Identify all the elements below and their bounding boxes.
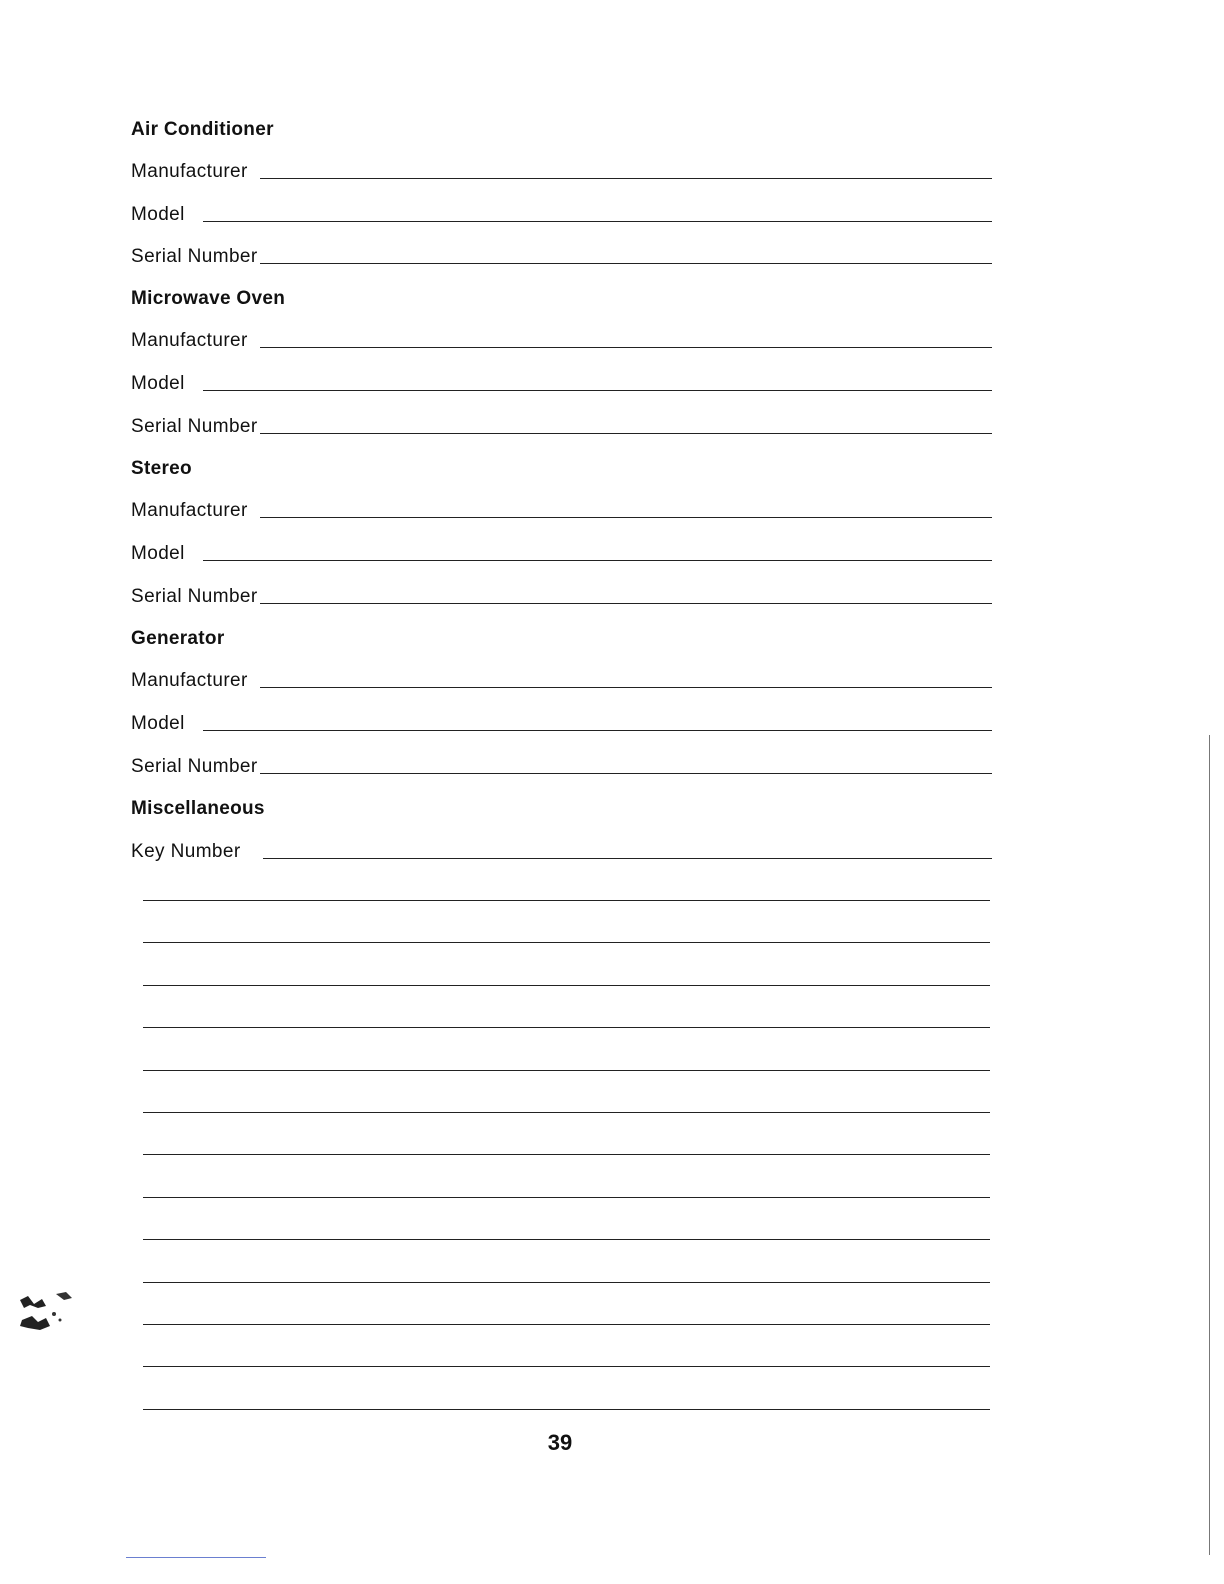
- section-heading-generator: Generator: [131, 628, 225, 649]
- generator-serial-number-field[interactable]: [131, 755, 992, 779]
- generator-model-field[interactable]: [131, 712, 992, 736]
- notes-line[interactable]: [143, 1154, 990, 1155]
- microwave-oven-serial-number-field[interactable]: [131, 415, 992, 439]
- microwave-oven-model-field[interactable]: [131, 372, 992, 396]
- notes-line[interactable]: [143, 1324, 990, 1325]
- page-number: 39: [547, 1430, 573, 1455]
- write-in-line[interactable]: [203, 390, 992, 391]
- notes-line[interactable]: [143, 1112, 990, 1113]
- scan-smudge-mark: [16, 1290, 76, 1338]
- section-heading-miscellaneous: Miscellaneous: [131, 798, 265, 819]
- stereo-manufacturer-field[interactable]: [131, 499, 992, 523]
- notes-line[interactable]: [143, 1070, 990, 1071]
- notes-line[interactable]: [143, 985, 990, 986]
- write-in-line[interactable]: [260, 347, 992, 348]
- write-in-line[interactable]: [263, 858, 992, 859]
- scan-edge-rule: [126, 1557, 266, 1558]
- key-number-field[interactable]: [131, 840, 992, 864]
- write-in-line[interactable]: [260, 517, 992, 518]
- notes-line[interactable]: [143, 1366, 990, 1367]
- section-heading-microwave-oven: Microwave Oven: [131, 288, 286, 309]
- notes-line[interactable]: [143, 1027, 990, 1028]
- write-in-line[interactable]: [260, 263, 992, 264]
- notes-line[interactable]: [143, 1282, 990, 1283]
- write-in-line[interactable]: [260, 433, 992, 434]
- field-label: Serial Number: [131, 586, 258, 607]
- air-conditioner-serial-number-field[interactable]: [131, 245, 992, 269]
- microwave-oven-manufacturer-field[interactable]: [131, 329, 992, 353]
- field-label: Model: [131, 204, 185, 225]
- field-label: Model: [131, 373, 185, 394]
- field-label: Model: [131, 713, 185, 734]
- field-label: Key Number: [131, 841, 241, 862]
- write-in-line[interactable]: [260, 773, 992, 774]
- field-label: Manufacturer: [131, 161, 248, 182]
- write-in-line[interactable]: [203, 560, 992, 561]
- write-in-line[interactable]: [203, 730, 992, 731]
- section-heading-air-conditioner: Air Conditioner: [131, 119, 274, 140]
- field-label: Serial Number: [131, 246, 258, 267]
- generator-manufacturer-field[interactable]: [131, 669, 992, 693]
- field-label: Manufacturer: [131, 670, 248, 691]
- field-label: Manufacturer: [131, 500, 248, 521]
- notes-line[interactable]: [143, 942, 990, 943]
- notes-line[interactable]: [143, 900, 990, 901]
- air-conditioner-manufacturer-field[interactable]: [131, 160, 992, 184]
- write-in-line[interactable]: [203, 221, 992, 222]
- write-in-line[interactable]: [260, 178, 992, 179]
- stereo-model-field[interactable]: [131, 542, 992, 566]
- air-conditioner-model-field[interactable]: [131, 203, 992, 227]
- write-in-line[interactable]: [260, 603, 992, 604]
- notes-line[interactable]: [143, 1197, 990, 1198]
- scan-page-edge: [1209, 735, 1210, 1555]
- section-heading-stereo: Stereo: [131, 458, 192, 479]
- field-label: Serial Number: [131, 756, 258, 777]
- notes-line[interactable]: [143, 1239, 990, 1240]
- field-label: Manufacturer: [131, 330, 248, 351]
- notes-line[interactable]: [143, 1409, 990, 1410]
- field-label: Model: [131, 543, 185, 564]
- write-in-line[interactable]: [260, 687, 992, 688]
- field-label: Serial Number: [131, 416, 258, 437]
- stereo-serial-number-field[interactable]: [131, 585, 992, 609]
